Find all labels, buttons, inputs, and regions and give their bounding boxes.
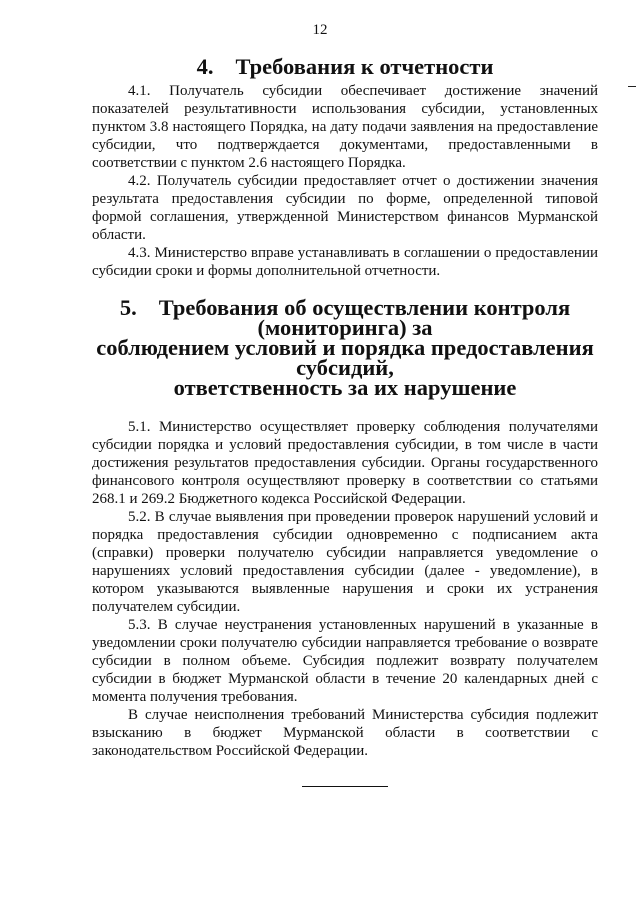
section-5-title-line-2: соблюдением условий и порядка предоставления субсидий,: [96, 335, 594, 380]
section-5-title-line-3: ответственность за их нарушение: [173, 375, 517, 400]
paragraph-4-1: 4.1. Получатель субсидии обеспечивает достижение значений показателей результативности использования субсидии, установленных пунктом 3.8 настоящего Порядка, на дату подачи заявления на предоставление субсидии, что подтверждается документами, предоставленными в соответствии с пунктом 2.6 настоящего Порядка.: [92, 83, 598, 171]
section-5-title-text-1: Требования об осуществлении контроля (мониторинга) за: [158, 295, 571, 340]
section-4-title: Требования к отчетности: [235, 54, 494, 79]
end-of-document-rule: [302, 786, 388, 787]
page-number: 12: [312, 22, 328, 38]
section-4-heading: [92, 54, 598, 79]
document-body: [92, 54, 598, 792]
paragraph-4-2: 4.2. Получатель субсидии предоставляет отчет о достижении значения результата предоставления субсидии по форме, определенной типовой формой соглашения, утвержденной Министерством финансов Мурманской области.: [92, 173, 598, 243]
paragraph-5-2: 5.2. В случае выявления при проведении проверок нарушений условий и порядка предоставления субсидии одновременно с подписанием акта (справки) проверки получателю субсидии направляется уведомление о нарушениях условий предоставления субсидии (далее - уведомление), в котором указываются выявленные нарушения и сроки их устранения получателем субсидии.: [92, 509, 598, 615]
section-5-number: 5.: [119, 295, 137, 320]
paragraph-5-3-continued: В случае неисполнения требований Министерства субсидия подлежит взысканию в бюджет Мурманской области в соответствии с законодательством Российской Федерации.: [92, 707, 598, 759]
section-5-heading: [92, 295, 598, 400]
paragraph-4-3: 4.3. Министерство вправе устанавливать в соглашении о предоставлении субсидии сроки и формы дополнительной отчетности.: [92, 245, 598, 279]
section-4-number: 4.: [196, 54, 214, 79]
margin-mark: [628, 86, 636, 87]
section-5-title-line-1: [92, 295, 598, 340]
end-rule-wrap: [92, 774, 598, 792]
paragraph-5-3: 5.3. В случае неустранения установленных нарушений в указанные в уведомлении сроки получателю субсидии направляется требование о возврате субсидии в полном объеме. Субсидия подлежит возврату получателем субсидии в бюджет Мурманской области в течение 20 календарных дней с момента получения требования.: [92, 617, 598, 705]
paragraph-5-1: 5.1. Министерство осуществляет проверку соблюдения получателями субсидии порядка и условий предоставления субсидии, в том числе в части достижения результатов предоставления субсидии. Органы государственного финансового контроля осуществляют проверку в соответствии со статьями 268.1 и 269.2 Бюджетного кодекса Российской Федерации.: [92, 419, 598, 507]
